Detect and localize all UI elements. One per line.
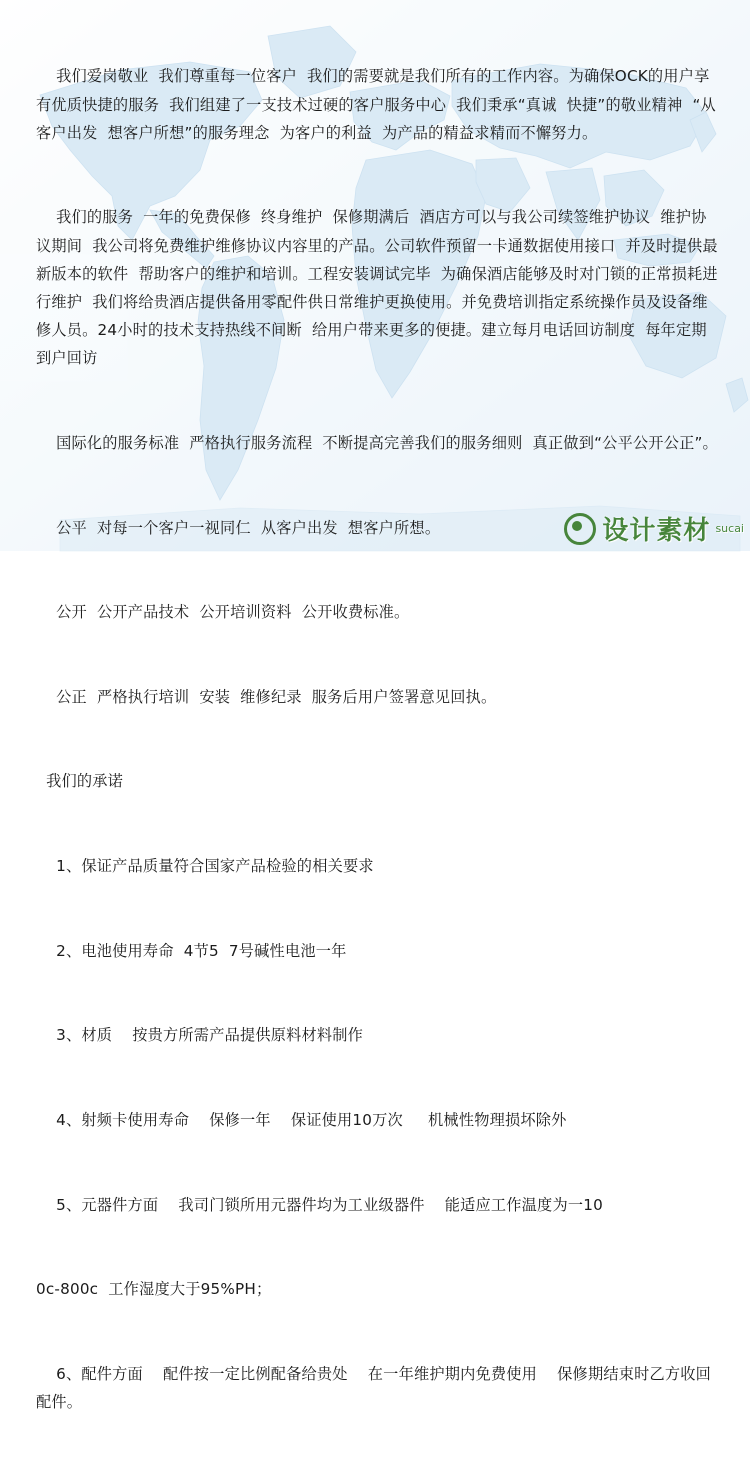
list-item: 4、射频卡使用寿命 保修一年 保证使用10万次 机械性物理损坏除外 [36, 1110, 567, 1129]
list-item: 6、配件方面 配件按一定比例配备给贵处 在一年维护期内免费使用 保修期结束时乙方收回配件。 [36, 1364, 712, 1411]
section-heading: 我们的承诺 [36, 772, 123, 791]
watermark [564, 510, 744, 547]
list-item: 5、元器件方面 我司门锁所用元器件均为工业级器件 能适应工作温度为一10 [36, 1195, 603, 1214]
list-item: 2、电池使用寿命 4节5 7号碱性电池一年 [36, 941, 347, 960]
paragraph: 我们爱岗敬业 我们尊重每一位客户 我们的需要就是我们所有的工作内容。为确保OCK的用户享有优质快捷的服务 我们组建了一支技术过硬的客户服务中心 我们秉承“真诚 快捷”的敬业精神 “从客户出发 想客户所想”的服务理念 为客户的利益 为产品的精益求精而不懈努力。 [36, 67, 716, 142]
paragraph: 国际化的服务标准 严格执行服务流程 不断提高完善我们的服务细则 真正做到“公平公开公正”。 [36, 434, 718, 453]
watermark-text: 设计素材 [602, 516, 711, 546]
watermark-logo-icon [564, 513, 596, 545]
list-item-continuation: 0c-800c 工作湿度大于95%PH； [36, 1280, 272, 1299]
paragraph: 公正 严格执行培训 安装 维修纪录 服务后用户签署意见回执。 [36, 687, 497, 706]
watermark-subtext: sucai [715, 522, 744, 535]
list-item: 1、保证产品质量符合国家产品检验的相关要求 [36, 857, 374, 876]
paragraph: 我们的服务 一年的免费保修 终身维护 保修期满后 酒店方可以与我公司续签维护协议 维护协议期间 我公司将免费维护维修协议内容里的产品。公司软件预留一卡通数据使用接口 并及时提供最新版本的软件 帮助客户的维护和培训。工程安装调试完毕 为确保酒店能够及时对门锁的正常损耗进行维护 我们将给贵酒店提供备用零配件供日常维护更换使用。并免费培训指定系统操作员及设备维修人员。24小时的技术支持热线不间断 给用户带来更多的便捷。建立每月电话回访制度 每年定期到户回访 [36, 208, 718, 368]
list-item: 3、材质 按贵方所需产品提供原料材料制作 [36, 1026, 364, 1045]
paragraph: 公开 公开产品技术 公开培训资料 公开收费标准。 [36, 603, 410, 622]
paragraph: 公平 对每一个客户一视同仁 从客户出发 想客户所想。 [36, 518, 441, 537]
